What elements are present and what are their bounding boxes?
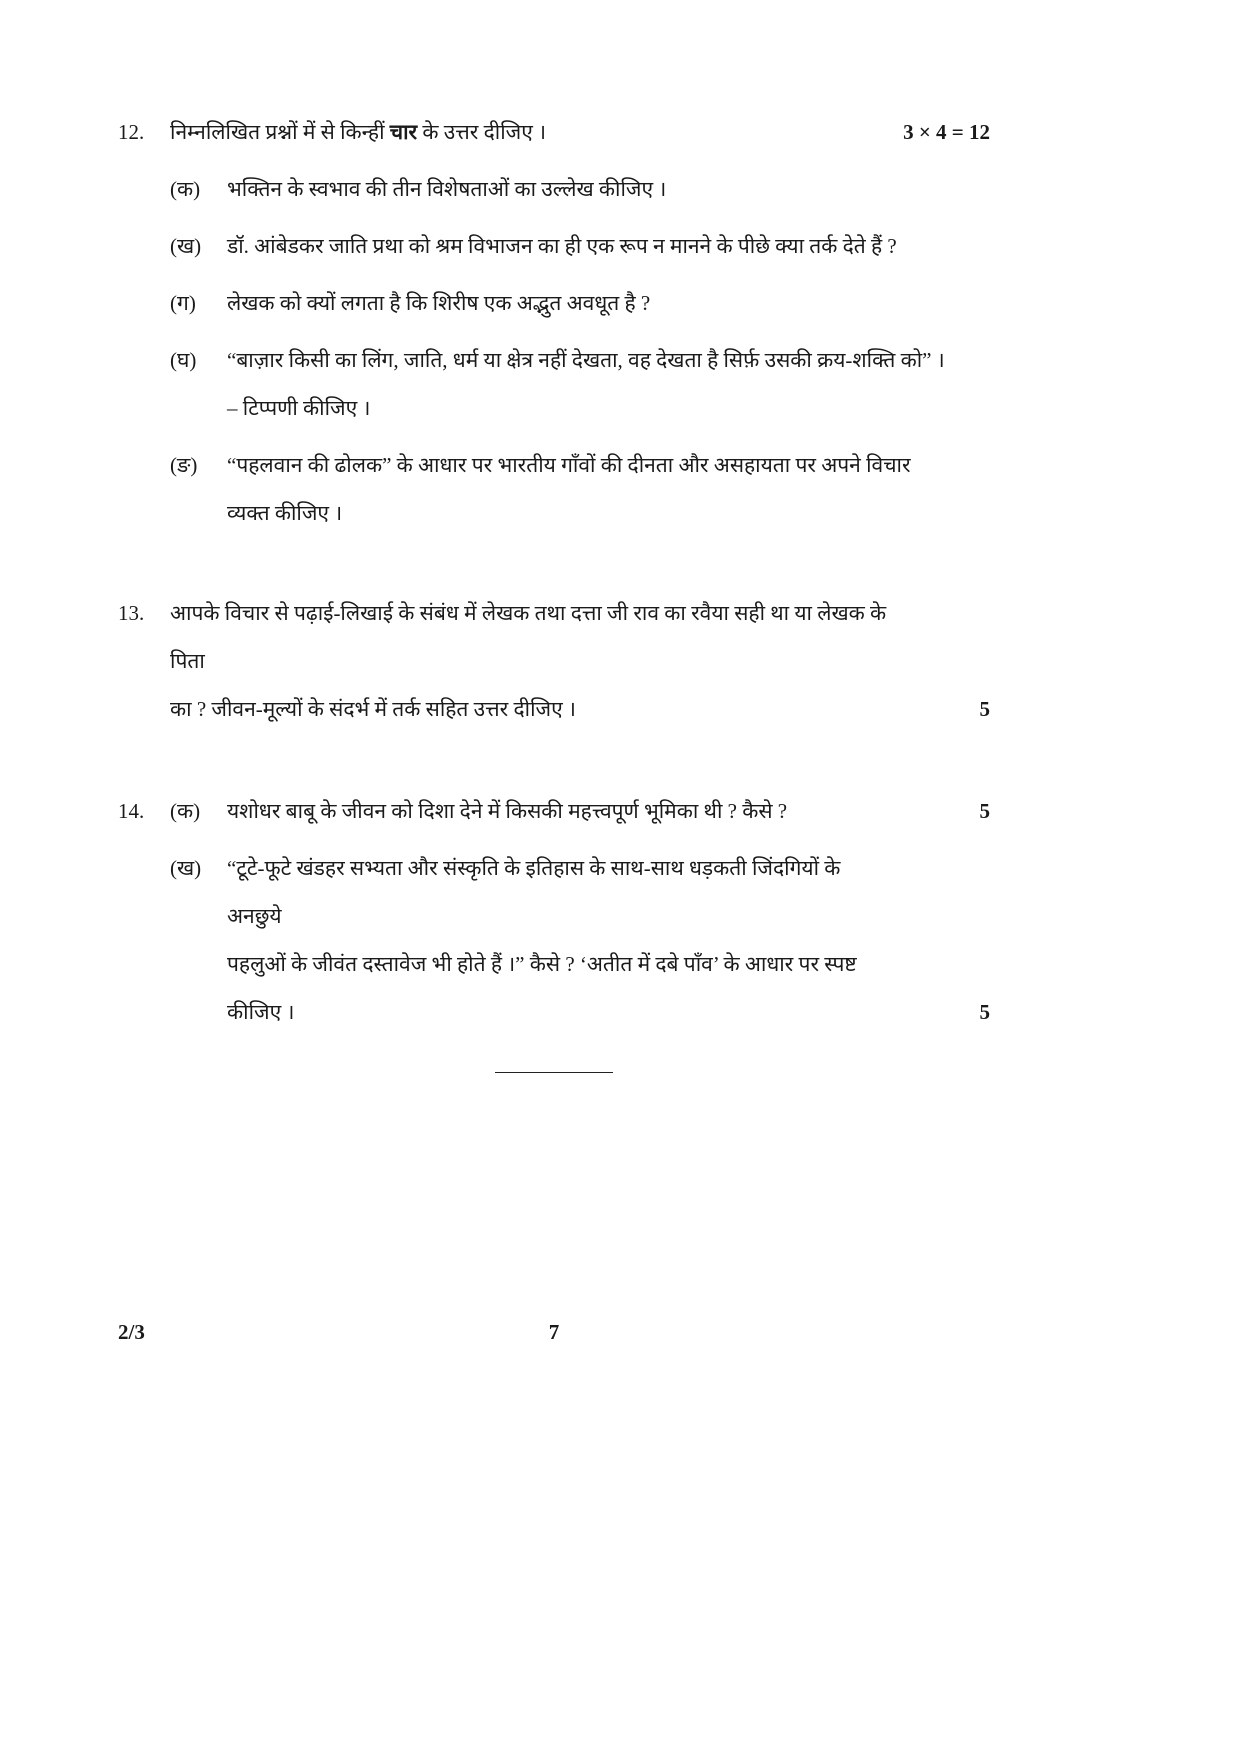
part-label: (ख) — [170, 234, 202, 258]
part-text-line: व्यक्त कीजिए । — [227, 501, 343, 525]
question-text-line: आपके विचार से पढ़ाई-लिखाई के संबंध में लेखक तथा दत्ता जी राव का रवैया सही था या लेखक के पिता — [170, 601, 887, 673]
question-12 — [118, 108, 990, 537]
part-text — [227, 165, 990, 213]
part-text — [227, 441, 990, 537]
question-number: 12. — [118, 120, 145, 144]
question-12-part-gha — [118, 336, 990, 432]
marks-value: 5 — [979, 799, 990, 823]
end-divider — [495, 1072, 613, 1073]
part-text-line: – टिप्पणी कीजिए । — [227, 396, 371, 420]
part-text — [227, 844, 890, 1036]
part-text-line: भक्तिन के स्वभाव की तीन विशेषताओं का उल्लेख कीजिए । — [227, 177, 667, 201]
marks-value: 5 — [979, 697, 990, 721]
question-12-part-ka — [118, 165, 990, 213]
part-text-line: “टूटे-फूटे खंडहर सभ्यता और संस्कृति के इतिहास के साथ-साथ धड़कती जिंदगियों के अनछुये — [227, 856, 841, 928]
part-text — [227, 787, 890, 835]
part-label: (घ) — [170, 348, 197, 372]
part-label: (क) — [170, 799, 201, 823]
part-label: (क) — [170, 177, 201, 201]
question-text-segment: निम्नलिखित प्रश्नों में से किन्हीं — [170, 120, 390, 144]
question-text — [170, 589, 890, 733]
question-12-part-kha — [118, 222, 990, 270]
page-number: 7 — [548, 1320, 560, 1344]
question-13 — [118, 589, 990, 733]
part-text-line: “बाज़ार किसी का लिंग, जाति, धर्म या क्षेत्र नहीं देखता, वह देखता है सिर्फ़ उसकी क्रय-शक्ति को” । — [227, 348, 945, 372]
part-text-line: पहलुओं के जीवंत दस्तावेज भी होते हैं ।” कैसे ? ‘अतीत में दबे पाँव’ के आधार पर स्पष्ट कीजिए । — [227, 952, 857, 1024]
part-label: (ग) — [170, 291, 196, 315]
question-number: 14. — [118, 799, 145, 823]
part-text-line: यशोधर बाबू के जीवन को दिशा देने में किसकी महत्त्वपूर्ण भूमिका थी ? कैसे ? — [227, 799, 788, 823]
paper-code: 2/3 — [118, 1320, 145, 1344]
page-footer — [118, 1318, 990, 1346]
marks-value: 5 — [979, 1000, 990, 1024]
question-text — [170, 108, 890, 156]
question-12-header — [118, 108, 990, 156]
question-text-bold: चार — [389, 120, 418, 144]
part-text-line: लेखक को क्यों लगता है कि शिरीष एक अद्भुत अवधूत है ? — [227, 291, 651, 315]
question-12-part-nga — [118, 441, 990, 537]
question-12-part-ga — [118, 279, 990, 327]
part-text — [227, 279, 990, 327]
part-text-line: डॉ. आंबेडकर जाति प्रथा को श्रम विभाजन का ही एक रूप न मानने के पीछे क्या तर्क देते हैं ? — [227, 234, 897, 258]
part-label: (ख) — [170, 856, 202, 880]
part-label: (ङ) — [170, 453, 198, 477]
marks-value: 3 × 4 = 12 — [903, 120, 990, 144]
question-number: 13. — [118, 601, 145, 625]
part-text-line: “पहलवान की ढोलक” के आधार पर भारतीय गाँवों की दीनता और असहायता पर अपने विचार — [227, 453, 911, 477]
question-text-segment: के उत्तर दीजिए । — [417, 120, 547, 144]
question-text-line: का ? जीवन-मूल्यों के संदर्भ में तर्क सहित उत्तर दीजिए । — [170, 697, 576, 721]
question-14 — [118, 787, 990, 1036]
part-text — [227, 222, 990, 270]
question-14-part-kha — [118, 844, 990, 1036]
question-14-part-ka — [118, 787, 990, 835]
part-text — [227, 336, 990, 432]
